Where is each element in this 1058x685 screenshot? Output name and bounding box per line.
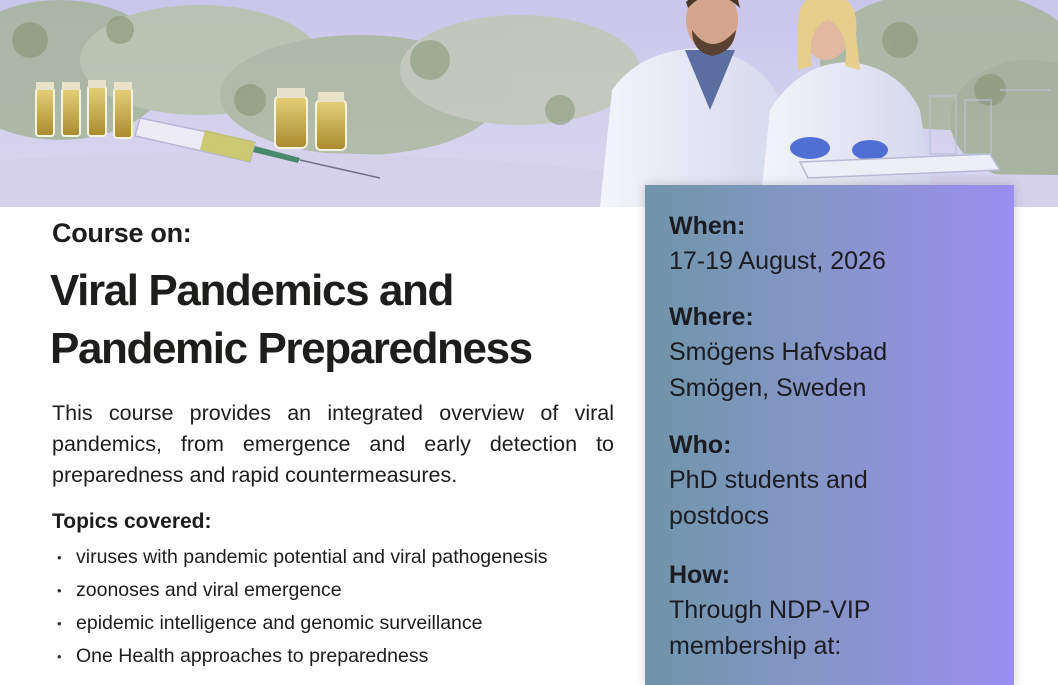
- how-section: [669, 558, 1009, 664]
- laboratory-scientists-illustration: [0, 0, 1058, 207]
- who-value-line-2: postdocs: [669, 502, 770, 530]
- topics-list: [52, 541, 632, 673]
- when-label: When:: [669, 212, 746, 240]
- who-section: [669, 428, 1009, 534]
- how-label: How:: [669, 561, 731, 589]
- where-location: Smögen, Sweden: [669, 374, 867, 402]
- topics-heading: Topics covered:: [52, 510, 212, 533]
- who-label: Who:: [669, 431, 732, 459]
- where-section: [669, 300, 1009, 406]
- course-intro-label: Course on:: [52, 218, 192, 248]
- list-item: • viruses with pandemic potential and viral pathogenesis: [52, 541, 632, 574]
- course-description: This course provides an integrated overview of viral pandemics, from emergence and early detection to preparedness and rapid countermeasures.: [52, 401, 614, 487]
- how-value-line-2: membership at:: [669, 632, 842, 660]
- when-value: 17-19 August, 2026: [669, 247, 886, 275]
- where-label: Where:: [669, 303, 754, 331]
- course-title: [50, 262, 640, 378]
- list-item: • One Health approaches to preparedness: [52, 640, 632, 673]
- course-title-line-2: Pandemic Preparedness: [50, 324, 532, 373]
- course-title-line-1: Viral Pandemics and: [50, 266, 454, 315]
- list-item: • epidemic intelligence and genomic surveillance: [52, 607, 632, 640]
- info-panel: [645, 185, 1014, 685]
- when-section: [669, 209, 1009, 279]
- who-value-line-1: PhD students and: [669, 466, 868, 494]
- where-venue: Smögens Hafvsbad: [669, 338, 888, 366]
- list-item: • zoonoses and viral emergence: [52, 574, 632, 607]
- how-value-line-1: Through NDP-VIP: [669, 596, 871, 624]
- hero-illustration: [0, 0, 1058, 207]
